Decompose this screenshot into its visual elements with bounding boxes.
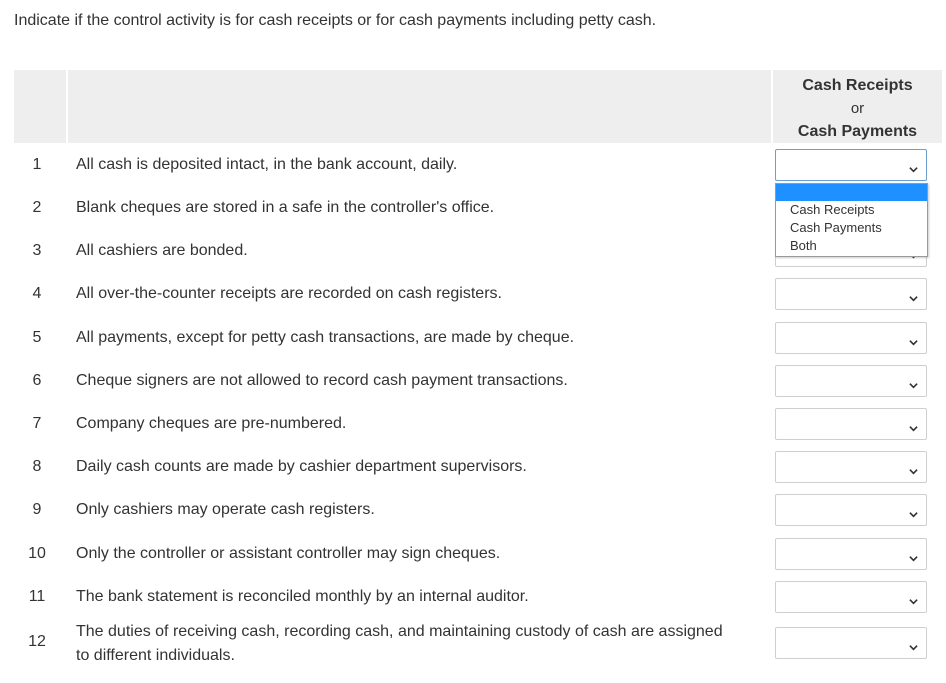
classification-select[interactable] [775, 538, 927, 570]
table-row [14, 494, 942, 534]
row-description: All cash is deposited intact, in the bank account, daily. [76, 156, 458, 173]
row-description: Daily cash counts are made by cashier department supervisors. [76, 458, 527, 475]
classification-dropdown-list[interactable] [775, 183, 928, 257]
dropdown-option[interactable]: Both [790, 238, 817, 253]
row-number: 9 [32, 501, 42, 518]
classification-select[interactable] [775, 322, 927, 354]
table-row [14, 278, 942, 318]
dropdown-option[interactable]: Cash Receipts [790, 202, 875, 217]
dropdown-option[interactable]: Cash Payments [790, 220, 882, 235]
column-header-classification: Cash Receipts or Cash Payments [797, 77, 918, 140]
classification-select[interactable] [775, 494, 927, 526]
row-number: 10 [28, 545, 46, 562]
classification-select[interactable] [775, 627, 927, 659]
row-description: Company cheques are pre-numbered. [76, 415, 347, 432]
row-number: 7 [32, 415, 42, 432]
row-description: All over-the-counter receipts are recorded on cash registers. [76, 285, 502, 302]
row-number: 4 [32, 285, 42, 302]
row-description: Cheque signers are not allowed to record cash payment transactions. [76, 372, 568, 389]
classification-select[interactable] [775, 408, 927, 440]
row-description: Blank cheques are stored in a safe in the controller's office. [76, 199, 495, 216]
instruction-text: Indicate if the control activity is for cash receipts or for cash payments including petty cash. [14, 12, 657, 29]
row-number: 1 [32, 156, 42, 173]
row-description: The duties of receiving cash, recording cash, and maintaining custody of cash are assigned to different individuals. [76, 623, 723, 664]
table-row [14, 581, 942, 621]
row-number: 2 [32, 199, 42, 216]
table-row [14, 538, 942, 578]
chevron-down-icon [909, 463, 917, 471]
chevron-down-icon [909, 593, 917, 601]
chevron-down-icon [909, 506, 917, 514]
chevron-down-icon [909, 334, 917, 342]
row-description: All cashiers are bonded. [76, 242, 248, 259]
control-activity-table [14, 70, 942, 664]
row-description: All payments, except for petty cash transactions, are made by cheque. [76, 329, 575, 346]
classification-select[interactable] [775, 365, 927, 397]
table-row [14, 451, 942, 491]
table-row [14, 620, 942, 670]
row-number: 8 [32, 458, 42, 475]
table-row [14, 322, 942, 362]
row-description: Only the controller or assistant controller may sign cheques. [76, 545, 501, 562]
row-number: 11 [28, 588, 46, 605]
table-row [14, 408, 942, 448]
chevron-down-icon [909, 377, 917, 385]
chevron-down-icon [909, 639, 917, 647]
classification-select[interactable] [775, 149, 927, 181]
classification-select[interactable] [775, 451, 927, 483]
classification-select[interactable] [775, 278, 927, 310]
chevron-down-icon [909, 420, 917, 428]
row-number: 3 [32, 242, 42, 259]
chevron-down-icon [909, 290, 917, 298]
row-number: 6 [32, 372, 42, 389]
row-description: The bank statement is reconciled monthly by an internal auditor. [76, 588, 529, 605]
table-header [14, 70, 942, 143]
row-number: 5 [32, 329, 42, 346]
chevron-down-icon [909, 550, 917, 558]
dropdown-option-blank[interactable] [776, 184, 927, 201]
chevron-down-icon [909, 161, 917, 169]
row-number: 12 [28, 633, 46, 650]
classification-select[interactable] [775, 581, 927, 613]
table-row [14, 365, 942, 405]
row-description: Only cashiers may operate cash registers. [76, 501, 375, 518]
